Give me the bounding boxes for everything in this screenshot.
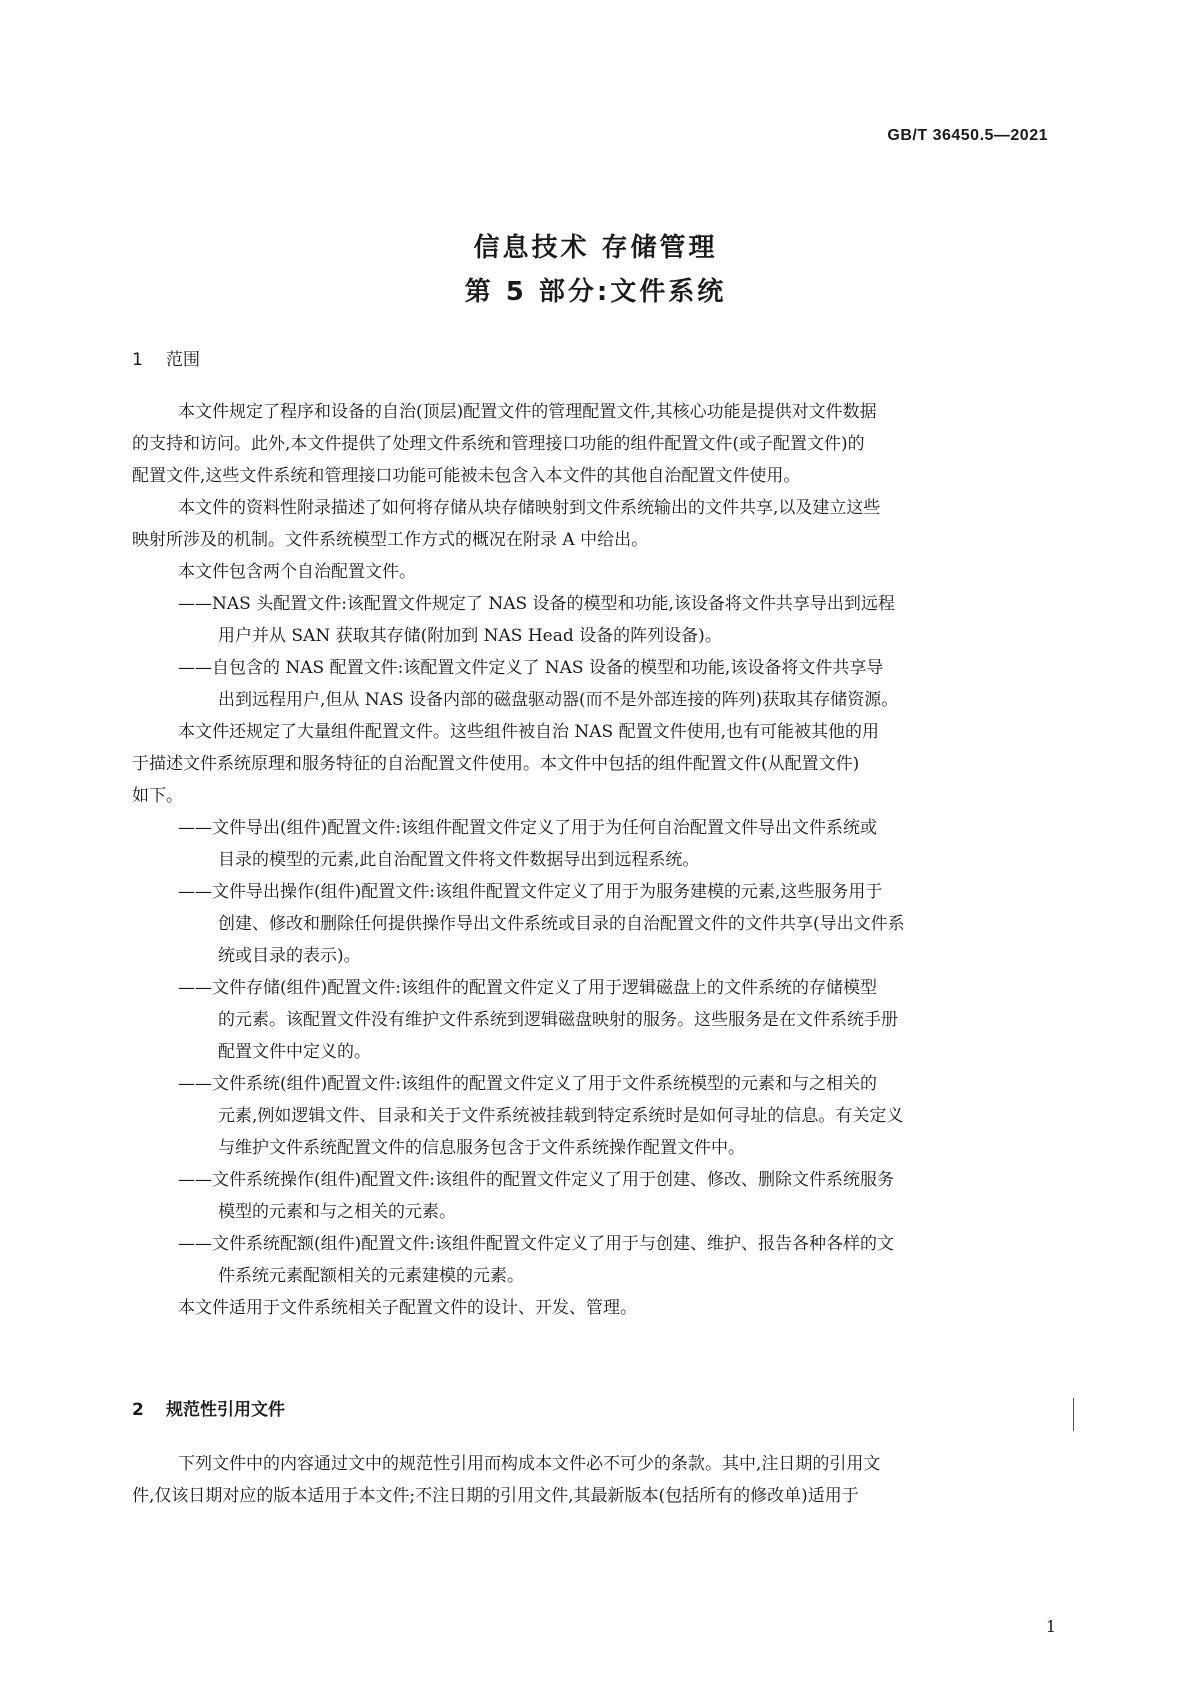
- paragraph-line: 配置文件,这些文件系统和管理接口功能可能被未包含入本文件的其他自治配置文件使用。: [132, 466, 801, 486]
- list-item: ——NAS 头配置文件:该配置文件规定了 NAS 设备的模型和功能,该设备将文件共享导出到远程: [178, 594, 895, 614]
- section-2-heading: [132, 1395, 285, 1420]
- paragraph-line: 件,仅该日期对应的版本适用于本文件;不注日期的引用文件,其最新版本(包括所有的修改单)适用于: [132, 1486, 859, 1506]
- list-item: ——文件存储(组件)配置文件:该组件的配置文件定义了用于逻辑磁盘上的文件系统的存储模型: [178, 978, 877, 998]
- list-item: ——文件系统配额(组件)配置文件:该组件配置文件定义了用于与创建、维护、报告各种各样的文: [178, 1234, 894, 1254]
- paragraph-line: 下列文件中的内容通过文中的规范性引用而构成本文件必不可少的条款。其中,注日期的引用文: [178, 1454, 881, 1474]
- paragraph-line: 本文件包含两个自治配置文件。: [178, 562, 416, 582]
- list-item: ——文件导出(组件)配置文件:该组件配置文件定义了用于为任何自治配置文件导出文件系统或: [178, 818, 877, 838]
- document-subtitle: 第 5 部分:文件系统: [464, 277, 727, 307]
- section-number: 2: [132, 1400, 144, 1420]
- list-item-continuation: 模型的元素和与之相关的元素。: [218, 1202, 456, 1222]
- paragraph-line: 映射所涉及的机制。文件系统模型工作方式的概况在附录 A 中给出。: [132, 530, 649, 550]
- list-item-continuation: 配置文件中定义的。: [218, 1042, 371, 1062]
- list-item-continuation: 与维护文件系统配置文件的信息服务包含于文件系统操作配置文件中。: [218, 1138, 745, 1158]
- paragraph-line: 本文件还规定了大量组件配置文件。这些组件被自治 NAS 配置文件使用,也有可能被其他的用: [178, 722, 880, 742]
- page-number: 1: [1045, 1617, 1056, 1636]
- document-title: 信息技术 存储管理: [473, 233, 718, 263]
- section-title: 规范性引用文件: [166, 1400, 285, 1420]
- paragraph-line: 本文件规定了程序和设备的自治(顶层)配置文件的管理配置文件,其核心功能是提供对文件数据: [178, 402, 877, 422]
- list-item-continuation: 目录的模型的元素,此自治配置文件将文件数据导出到远程系统。: [218, 850, 700, 870]
- list-item-continuation: 出到远程用户,但从 NAS 设备内部的磁盘驱动器(而不是外部连接的阵列)获取其存储资源。: [218, 690, 899, 710]
- list-item-continuation: 元素,例如逻辑文件、目录和关于文件系统被挂载到特定系统时是如何寻址的信息。有关定义: [218, 1106, 904, 1126]
- paragraph-line: 于描述文件系统原理和服务特征的自治配置文件使用。本文件中包括的组件配置文件(从配置文件): [132, 754, 860, 774]
- paragraph-line: 本文件的资料性附录描述了如何将存储从块存储映射到文件系统输出的文件共享,以及建立这些: [178, 498, 881, 518]
- list-item-continuation: 用户并从 SAN 获取其存储(附加到 NAS Head 设备的阵列设备)。: [218, 626, 722, 646]
- list-item: ——文件系统操作(组件)配置文件:该组件的配置文件定义了用于创建、修改、删除文件系统服务: [178, 1170, 894, 1190]
- list-item-continuation: 件系统元素配额相关的元素建模的元素。: [218, 1266, 524, 1286]
- standard-number: GB/T 36450.5—2021: [887, 127, 1048, 144]
- section-title: 范围: [166, 350, 200, 370]
- paragraph-line: 如下。: [132, 786, 183, 806]
- list-item-continuation: 统或目录的表示)。: [218, 946, 361, 966]
- list-item: ——自包含的 NAS 配置文件:该配置文件定义了 NAS 设备的模型和功能,该设备将文件共享导: [178, 658, 884, 678]
- paragraph-line: 的支持和访问。此外,本文件提供了处理文件系统和管理接口功能的组件配置文件(或子配置文件)的: [132, 434, 865, 454]
- list-item: ——文件导出操作(组件)配置文件:该组件配置文件定义了用于为服务建模的元素,这些服务用于: [178, 882, 883, 902]
- list-item: ——文件系统(组件)配置文件:该组件的配置文件定义了用于文件系统模型的元素和与之相关的: [178, 1074, 877, 1094]
- list-item-continuation: 的元素。该配置文件没有维护文件系统到逻辑磁盘映射的服务。这些服务是在文件系统手册: [218, 1010, 898, 1030]
- paragraph-line: 本文件适用于文件系统相关子配置文件的设计、开发、管理。: [178, 1298, 637, 1318]
- change-bar: [1073, 1398, 1074, 1431]
- list-item-continuation: 创建、修改和删除任何提供操作导出文件系统或目录的自治配置文件的文件共享(导出文件系: [218, 914, 905, 934]
- section-number: 1: [132, 350, 143, 370]
- section-1-heading: [132, 345, 200, 370]
